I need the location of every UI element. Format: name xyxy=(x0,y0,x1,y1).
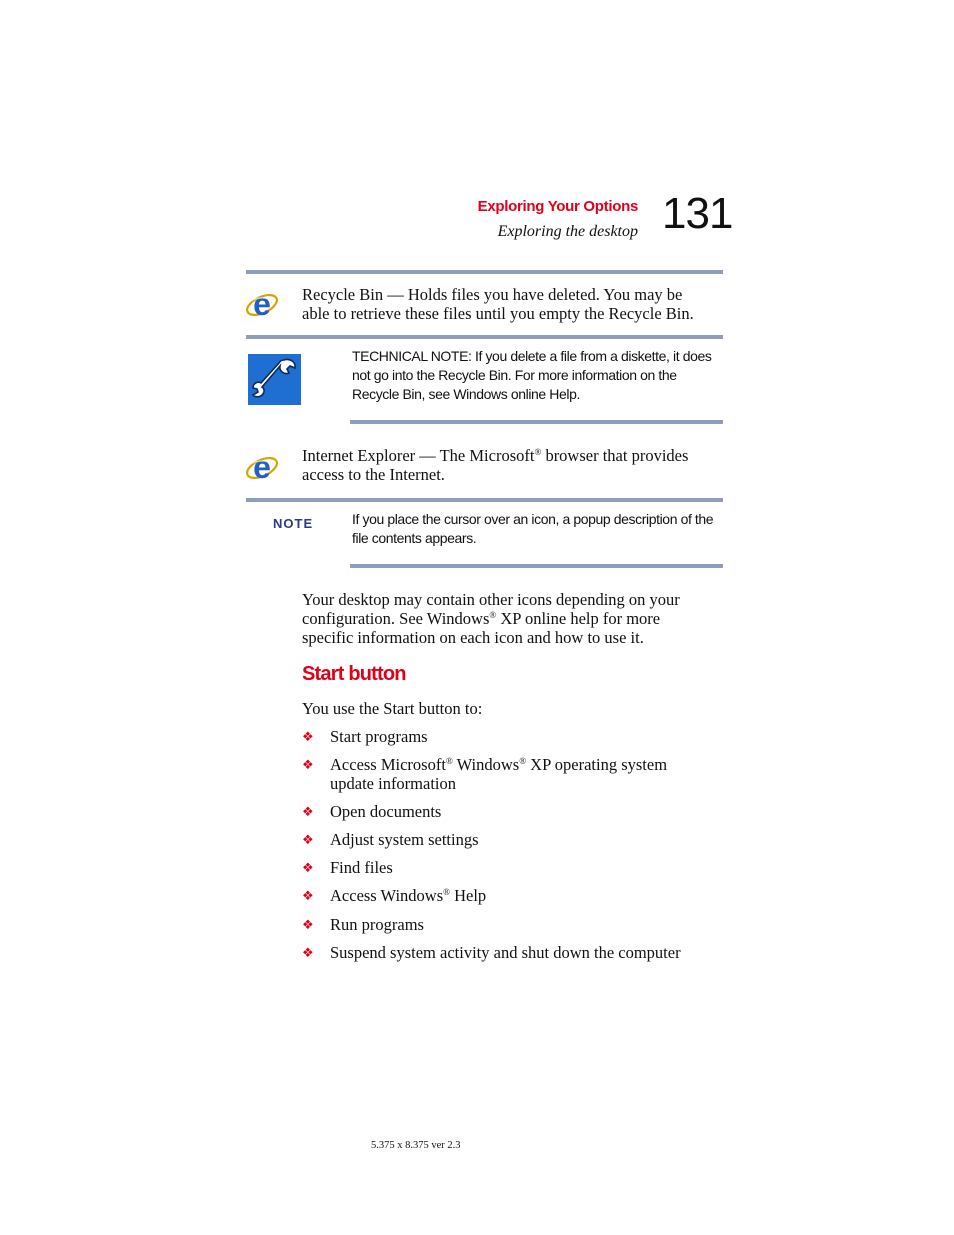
bullet-icon: ❖ xyxy=(302,730,314,745)
bullet-icon: ❖ xyxy=(302,889,314,904)
section-divider xyxy=(246,498,723,502)
page-number: 131 xyxy=(662,189,733,238)
bullet-icon: ❖ xyxy=(302,758,314,773)
technical-note-text: TECHNICAL NOTE: If you delete a file from a diskette, it does not go into the Recycle Bin. For more information on the Recycle Bin, see Windows online Help. xyxy=(352,348,712,402)
chapter-title: Exploring Your Options xyxy=(477,198,638,215)
list-item: ❖ Adjust system settings xyxy=(302,830,479,849)
page-footer: 5.375 x 8.375 ver 2.3 xyxy=(371,1140,461,1151)
list-item: ❖ Access Microsoft® Windows® XP operating system update information xyxy=(302,755,668,793)
list-item: ❖ Start programs xyxy=(302,727,428,746)
bullet-icon: ❖ xyxy=(302,833,314,848)
list-item: ❖ Suspend system activity and shut down the computer xyxy=(302,943,681,962)
list-item: ❖ Access Windows® Help xyxy=(302,886,487,905)
section-divider xyxy=(246,335,723,339)
svg-text:e: e xyxy=(253,286,271,322)
bullet-icon: ❖ xyxy=(302,918,314,933)
section-divider xyxy=(246,270,723,274)
list-item: ❖ Run programs xyxy=(302,915,424,934)
wrench-icon xyxy=(248,354,301,405)
internet-explorer-description: Internet Explorer — The Microsoft® browser that provides access to the Internet. xyxy=(302,446,689,484)
svg-text:e: e xyxy=(253,449,271,485)
recycle-bin-description: Recycle Bin — Holds files you have deleted. You may be able to retrieve these files until you empty the Recycle Bin. xyxy=(302,285,694,323)
start-button-intro: You use the Start button to: xyxy=(302,699,483,718)
section-title: Exploring the desktop xyxy=(497,223,638,240)
desktop-paragraph: Your desktop may contain other icons depending on your configuration. See Windows® XP online help for more specific information on each icon and how to use it. xyxy=(302,590,680,647)
note-text: If you place the cursor over an icon, a popup description of the file contents appears. xyxy=(352,511,714,546)
bullet-icon: ❖ xyxy=(302,861,314,876)
list-item: ❖ Find files xyxy=(302,858,393,877)
note-label: NOTE xyxy=(273,516,314,531)
note-end-divider xyxy=(350,420,723,424)
bullet-icon: ❖ xyxy=(302,946,314,961)
start-button-heading: Start button xyxy=(302,663,406,685)
list-item: ❖ Open documents xyxy=(302,802,442,821)
internet-explorer-icon xyxy=(244,448,280,486)
internet-explorer-icon xyxy=(244,285,280,323)
start-button-list xyxy=(302,727,681,962)
bullet-icon: ❖ xyxy=(302,805,314,820)
note-end-divider xyxy=(350,564,723,568)
